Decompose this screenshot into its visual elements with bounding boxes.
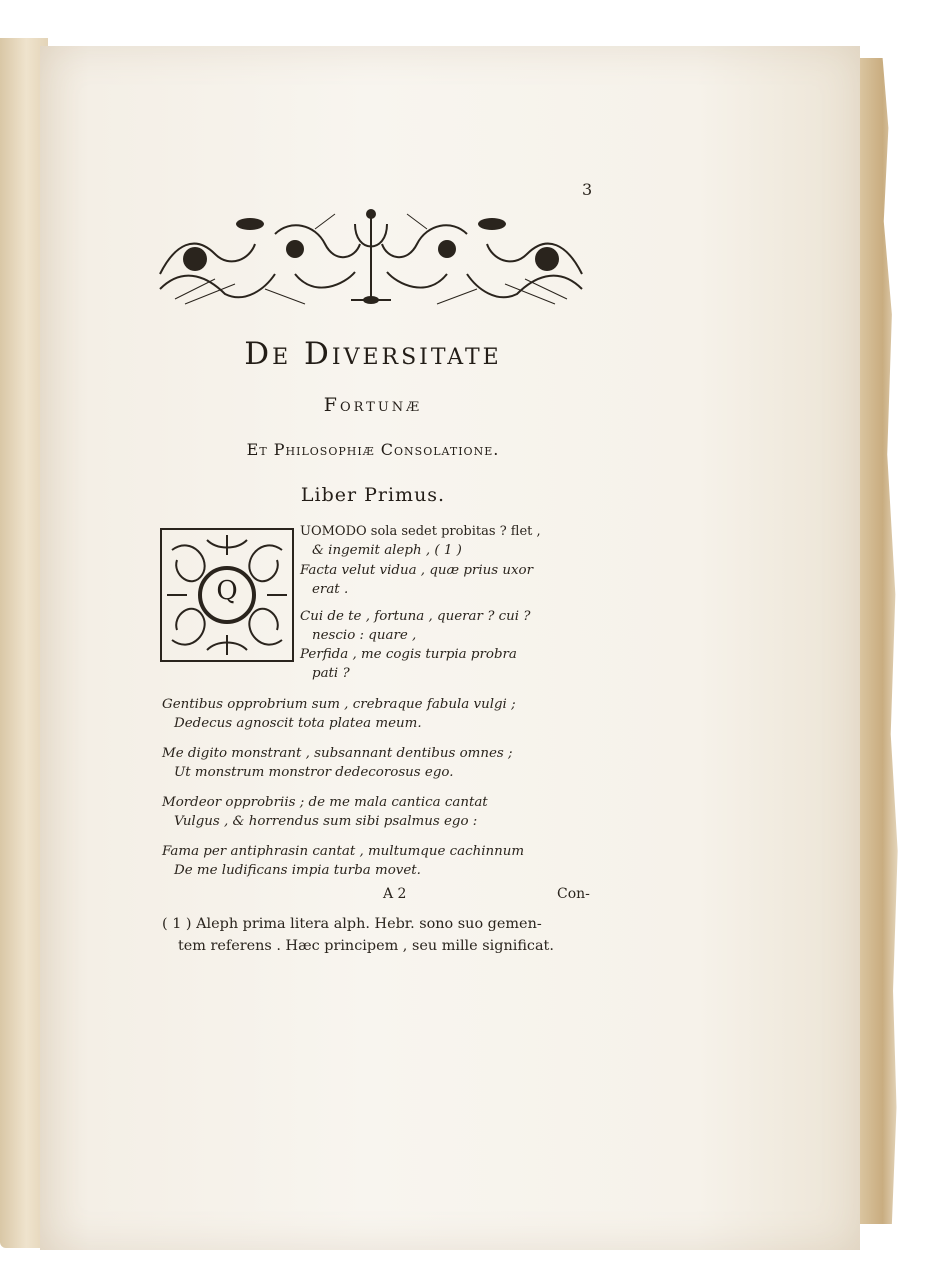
verse-line: Vulgus , & horrendus sum sibi psalmus ego : [174, 814, 478, 829]
catchword: Con- [557, 886, 590, 902]
verse-line: De me ludificans impia turba movet. [174, 863, 421, 878]
initial-letter: Q [216, 576, 238, 606]
footnote-line: tem referens . Hæc principem , seu mille significat. [178, 938, 554, 954]
decorated-initial [160, 528, 294, 662]
verse-line: UOMODO sola sedet probitas ? flet , [300, 524, 541, 539]
verse-line: & ingemit aleph , ( 1 ) [312, 543, 462, 558]
verse-line: nescio : quare , [312, 628, 417, 643]
book-label: Liber Primus. [300, 484, 446, 506]
verse-line: Dedecus agnoscit tota platea meum. [174, 716, 422, 731]
verse-line: erat . [312, 582, 349, 597]
verse-line: Gentibus opprobrium sum , crebraque fabula vulgi ; [162, 697, 516, 712]
verse-line: Cui de te , fortuna , querar ? cui ? [300, 609, 531, 624]
verse-line: Me digito monstrant , subsannant dentibus omnes ; [162, 746, 513, 761]
verse-line: Perfida , me cogis turpia probra [300, 647, 517, 662]
title-line-2: Fortunæ [323, 394, 423, 416]
footnote-line: ( 1 ) Aleph prima litera alph. Hebr. sono suo gemen- [162, 916, 542, 932]
verse-line: Ut monstrum monstror dedecorosus ego. [174, 765, 454, 780]
verse-line: pati ? [312, 666, 350, 681]
title-line-3: Et Philosophiæ Consolatione. [246, 440, 500, 459]
signature-mark: A 2 [383, 886, 407, 902]
verse-line: Facta velut vidua , quæ prius uxor [300, 563, 534, 578]
verse-line: Fama per antiphrasin cantat , multumque cachinnum [162, 844, 525, 859]
verse-line: Mordeor opprobriis ; de me mala cantica cantat [162, 795, 488, 810]
headpiece-ornament [155, 204, 587, 310]
title-line-1: De Diversitate [244, 336, 502, 372]
page-number: 3 [582, 180, 593, 199]
